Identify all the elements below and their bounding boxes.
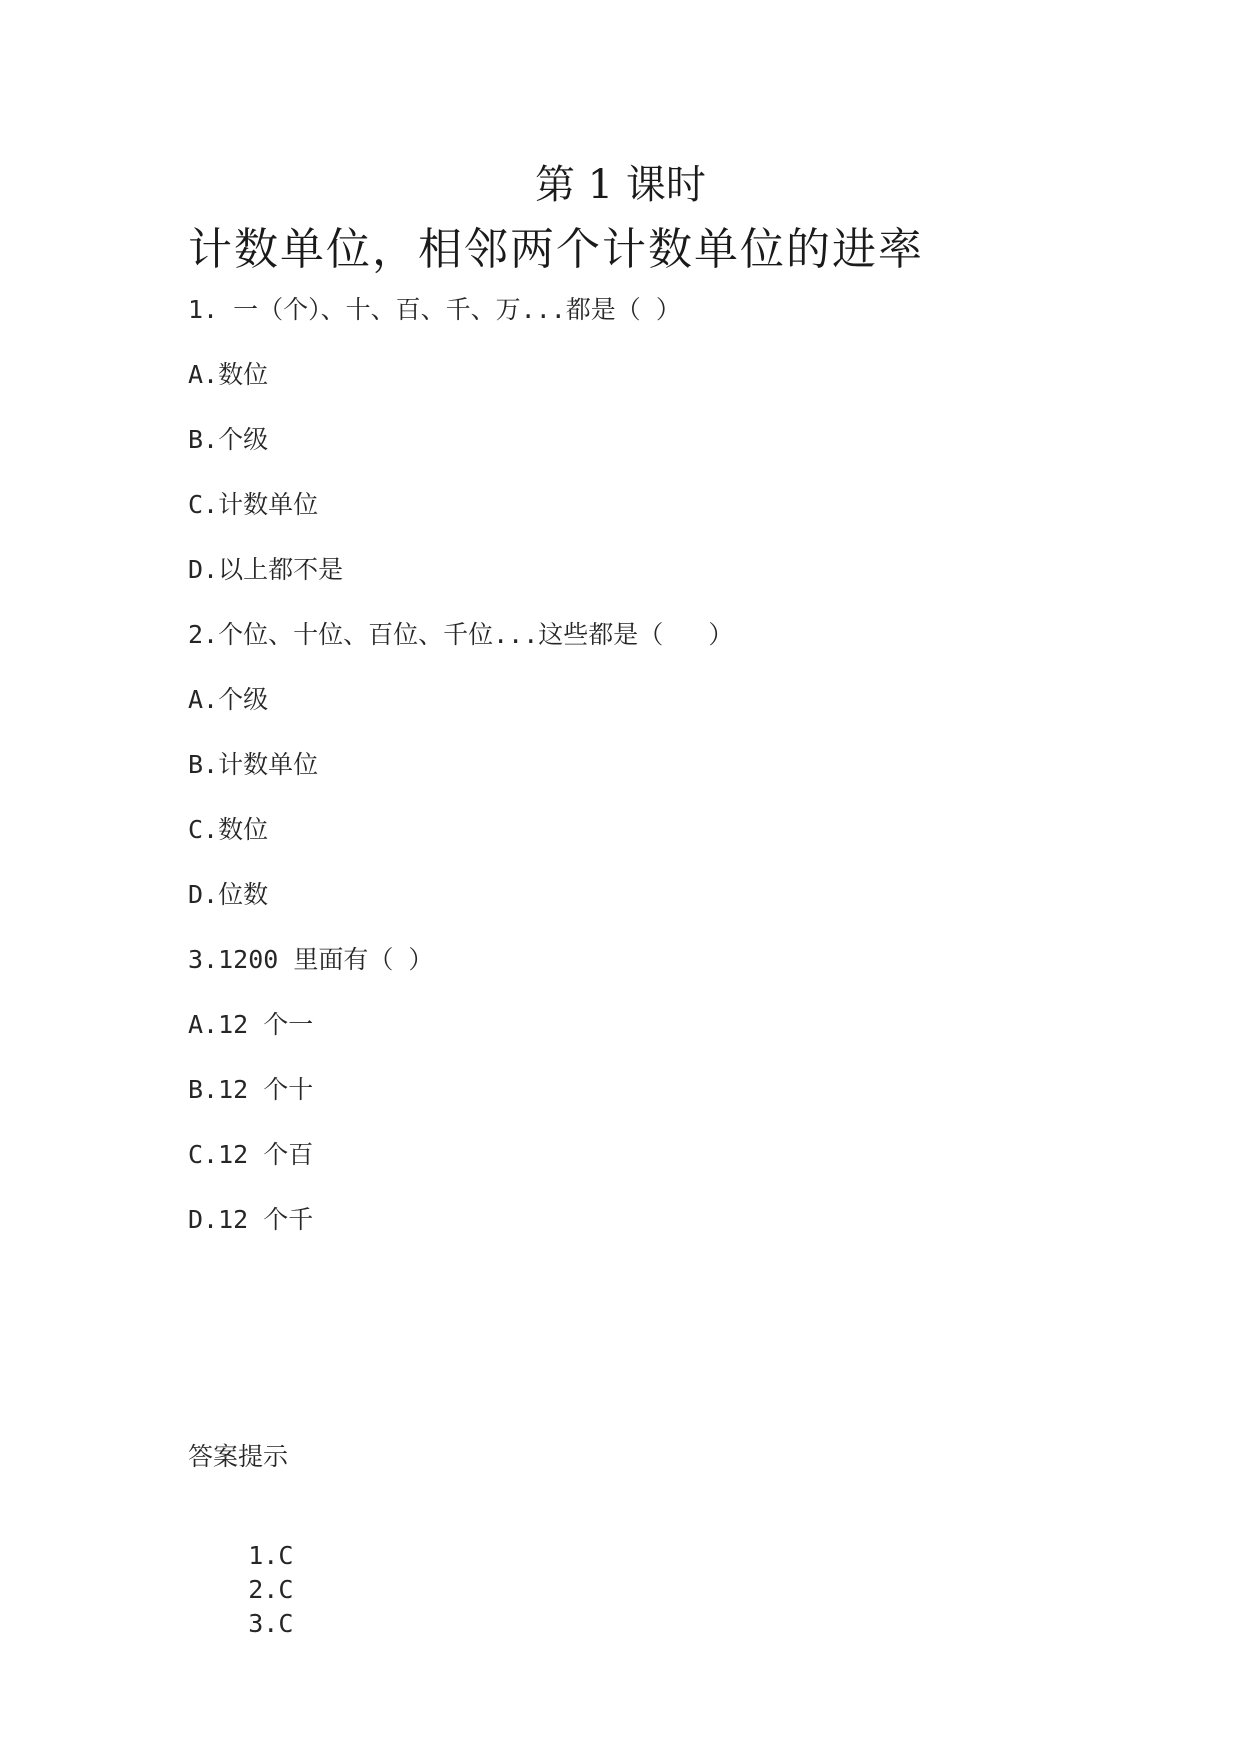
answer-1: 1.C xyxy=(248,1541,294,1570)
question-2-stem: 2.个位、十位、百位、千位...这些都是（ ） xyxy=(188,620,734,649)
lesson-subtitle: 计数单位，相邻两个计数单位的进率 xyxy=(188,224,924,275)
question-2-option-b: B.计数单位 xyxy=(188,750,319,779)
question-1-option-b: B.个级 xyxy=(188,425,269,454)
question-3-option-a: A.12 个一 xyxy=(188,1010,314,1039)
question-3-option-d: D.12 个千 xyxy=(188,1205,314,1234)
question-1-option-c: C.计数单位 xyxy=(188,490,319,519)
question-1-option-a: A.数位 xyxy=(188,360,269,389)
question-1-stem: 1. 一（个）、十、百、千、万...都是（ ） xyxy=(188,295,681,324)
question-2-option-a: A.个级 xyxy=(188,685,269,714)
answer-3: 3.C xyxy=(248,1609,294,1638)
lesson-title: 第 1 课时 xyxy=(535,162,706,208)
answer-key-heading: 答案提示 xyxy=(188,1442,289,1471)
answer-key-list xyxy=(188,1505,331,1675)
answer-2: 2.C xyxy=(248,1575,294,1604)
question-1-option-d: D.以上都不是 xyxy=(188,555,344,584)
question-3-stem: 3.1200 里面有（ ） xyxy=(188,945,434,974)
question-3-option-c: C.12 个百 xyxy=(188,1140,314,1169)
question-3-option-b: B.12 个十 xyxy=(188,1075,314,1104)
question-2-option-c: C.数位 xyxy=(188,815,269,844)
question-2-option-d: D.位数 xyxy=(188,880,269,909)
